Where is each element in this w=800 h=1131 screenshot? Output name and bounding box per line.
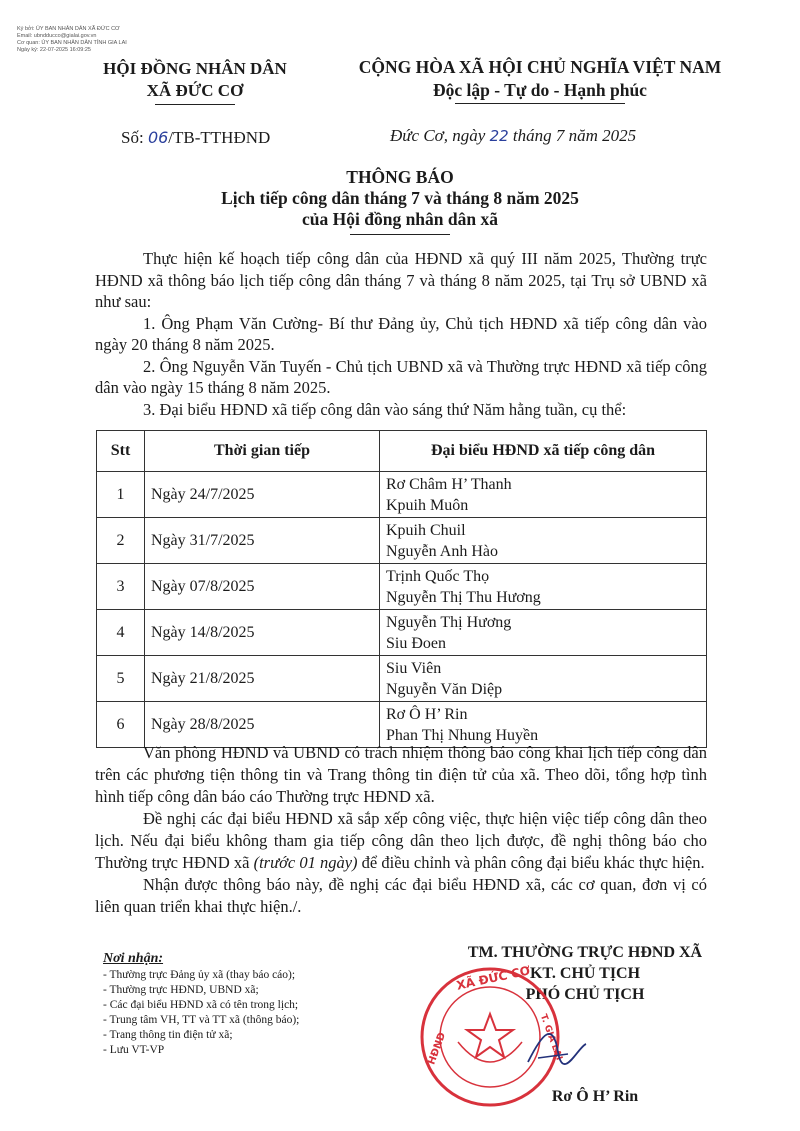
row-time: Ngày 28/8/2025: [145, 702, 380, 748]
svg-text:T. GIA LAI: T. GIA LAI: [537, 1013, 564, 1062]
digital-signature-info: [17, 26, 167, 54]
signature-meta-line: Ngày ký: 22-07-2025 16:09:25: [17, 47, 91, 53]
representative: Rơ Ô H’ Rin: [386, 705, 468, 723]
recipient-item: - Trung tâm VH, TT và TT xã (thông báo);: [103, 1014, 300, 1026]
row-stt: 4: [97, 610, 145, 656]
table-row: [97, 518, 707, 564]
national-motto: Độc lập - Tự do - Hạnh phúc: [433, 80, 647, 100]
signature-meta-line: Ký bởi: ỦY BAN NHÂN DÂN XÃ ĐỨC CƠ: [17, 26, 120, 32]
recipient-item: - Trang thông tin điện tử xã;: [103, 1029, 233, 1041]
representative: Kpuih Muôn: [386, 496, 469, 514]
org-name-line2: XÃ ĐỨC CƠ: [146, 81, 244, 100]
row-representatives: [380, 564, 707, 610]
org-name-line1: HỘI ĐỒNG NHÂN DÂN: [103, 59, 287, 78]
closing-paragraph-2: [95, 808, 707, 874]
motto-underline: [455, 103, 625, 104]
representative: Siu Viên: [386, 659, 442, 677]
row-representatives: [380, 472, 707, 518]
document-title: [100, 167, 700, 230]
document-date: [390, 126, 636, 146]
recipient-item: - Thường trực HĐND, UBND xã;: [103, 984, 259, 996]
closing-p2-italic: (trước 01 ngày): [253, 853, 358, 872]
row-stt: 3: [97, 564, 145, 610]
signer-name: Rơ Ô H’ Rin: [551, 1088, 639, 1105]
signature-meta-line: Cơ quan: ỦY BAN NHÂN DÂN TỈNH GIA LAI: [17, 40, 127, 46]
row-time: Ngày 24/7/2025: [145, 472, 380, 518]
recipients-block: [103, 950, 423, 1058]
closing-paragraph-3: Nhận được thông báo này, đề nghị các đại biểu HĐND xã, các cơ quan, đơn vị có liên quan triển khai thực hiện./.: [95, 875, 707, 916]
row-representatives: [380, 702, 707, 748]
recipient-item: - Thường trực Đảng ủy xã (thay báo cáo);: [103, 969, 296, 981]
closing-p2-text-end: để điều chỉnh và phân công đại biểu khác thực hiện.: [361, 853, 705, 872]
header-stt: Stt: [97, 431, 145, 472]
representative: Siu Đoen: [386, 634, 446, 652]
row-stt: 2: [97, 518, 145, 564]
issuing-organization: [95, 58, 295, 102]
representative: Nguyễn Thị Thu Hương: [386, 588, 541, 606]
title-line1: THÔNG BÁO: [346, 167, 454, 187]
svg-text:HĐND: HĐND: [426, 1031, 449, 1067]
representative: Rơ Châm H’ Thanh: [386, 475, 512, 493]
national-header: [330, 56, 750, 102]
table-header-row: [97, 431, 707, 472]
header-representatives: Đại biểu HĐND xã tiếp công dân: [380, 431, 707, 472]
intro-section: [95, 248, 707, 420]
signature-line1: TM. THƯỜNG TRỰC HĐND XÃ: [467, 944, 703, 961]
representative: Trịnh Quốc Thọ: [386, 567, 490, 585]
table-row: [97, 472, 707, 518]
signature-line3: PHÓ CHỦ TỊCH: [525, 986, 645, 1003]
recipients-title: Nơi nhận:: [103, 951, 164, 966]
representative: Nguyễn Văn Diệp: [386, 680, 503, 698]
intro-item-3: 3. Đại biểu HĐND xã tiếp công dân vào sáng thứ Năm hằng tuần, cụ thể:: [143, 399, 627, 419]
row-time: Ngày 14/8/2025: [145, 610, 380, 656]
table-row: [97, 656, 707, 702]
country-name: CỘNG HÒA XÃ HỘI CHỦ NGHĨA VIỆT NAM: [358, 57, 722, 77]
title-underline: [350, 234, 450, 235]
number-value: 06: [147, 128, 169, 147]
row-time: Ngày 07/8/2025: [145, 564, 380, 610]
table-row: [97, 610, 707, 656]
intro-item-2: 2. Ông Nguyễn Văn Tuyến - Chủ tịch UBND xã và Thường trực HĐND xã tiếp công dân vào ngày 15 tháng 8 năm 2025.: [95, 356, 707, 397]
row-time: Ngày 21/8/2025: [145, 656, 380, 702]
closing-p2-text: Đề nghị các đại biểu HĐND xã sắp xếp công việc, thực hiện việc tiếp công dân theo lịch. Nếu đại biểu không tham gia tiếp công dân theo lịch được, đề nghị thông báo cho Thường trực HĐND xã: [95, 809, 707, 872]
representative: Nguyễn Thị Hương: [386, 613, 512, 631]
number-prefix: Số:: [121, 128, 144, 147]
header-time: Thời gian tiếp: [145, 431, 380, 472]
row-stt: 1: [97, 472, 145, 518]
row-time: Ngày 31/7/2025: [145, 518, 380, 564]
date-suffix: tháng 7 năm 2025: [512, 126, 637, 145]
closing-section: [95, 742, 707, 918]
signature-meta-line: Email: ubndducco@gialai.gov.vn: [17, 33, 97, 39]
date-prefix: Đức Cơ, ngày: [390, 126, 486, 145]
row-representatives: [380, 610, 707, 656]
intro-paragraph: Thực hiện kế hoạch tiếp công dân của HĐND xã quý III năm 2025, Thường trực HĐND xã thông báo lịch tiếp công dân tháng 7 và tháng 8 năm 2025, tại Trụ sở UBND xã như sau:: [95, 249, 707, 311]
intro-item-1: 1. Ông Phạm Văn Cường- Bí thư Đảng ủy, Chủ tịch HĐND xã tiếp công dân vào ngày 20 tháng 8 năm 2025.: [95, 313, 707, 354]
row-representatives: [380, 656, 707, 702]
row-representatives: [380, 518, 707, 564]
row-stt: 6: [97, 702, 145, 748]
title-line2: Lịch tiếp công dân tháng 7 và tháng 8 năm 2025: [221, 188, 579, 208]
date-day: 22: [489, 127, 509, 145]
org-underline: [155, 104, 235, 105]
number-suffix: /TB-TTHĐND: [168, 128, 271, 147]
recipient-item: - Các đại biểu HĐND xã có tên trong lịch;: [103, 999, 299, 1011]
recipient-item: - Lưu VT-VP: [103, 1044, 165, 1056]
title-line3: của Hội đồng nhân dân xã: [302, 209, 498, 229]
representative: Nguyễn Anh Hào: [386, 542, 498, 560]
closing-paragraph-1: Văn phòng HĐND và UBND có trách nhiệm thông báo công khai lịch tiếp công dân trên các phương tiện thông tin và Trang thông tin điện tử của xã. Theo dõi, tổng hợp tình hình tiếp công dân báo cáo Thường trực HĐND xã.: [95, 743, 707, 806]
svg-text:XÃ ĐỨC CƠ: XÃ ĐỨC CƠ: [455, 963, 532, 993]
representative: Kpuih Chuil: [386, 521, 466, 539]
signature-line2: KT. CHỦ TỊCH: [529, 965, 641, 982]
representative: Phan Thị Nhung Huyền: [386, 726, 539, 744]
row-stt: 5: [97, 656, 145, 702]
document-number: [121, 128, 270, 148]
table-row: [97, 702, 707, 748]
table-row: [97, 564, 707, 610]
schedule-table: [96, 430, 707, 748]
